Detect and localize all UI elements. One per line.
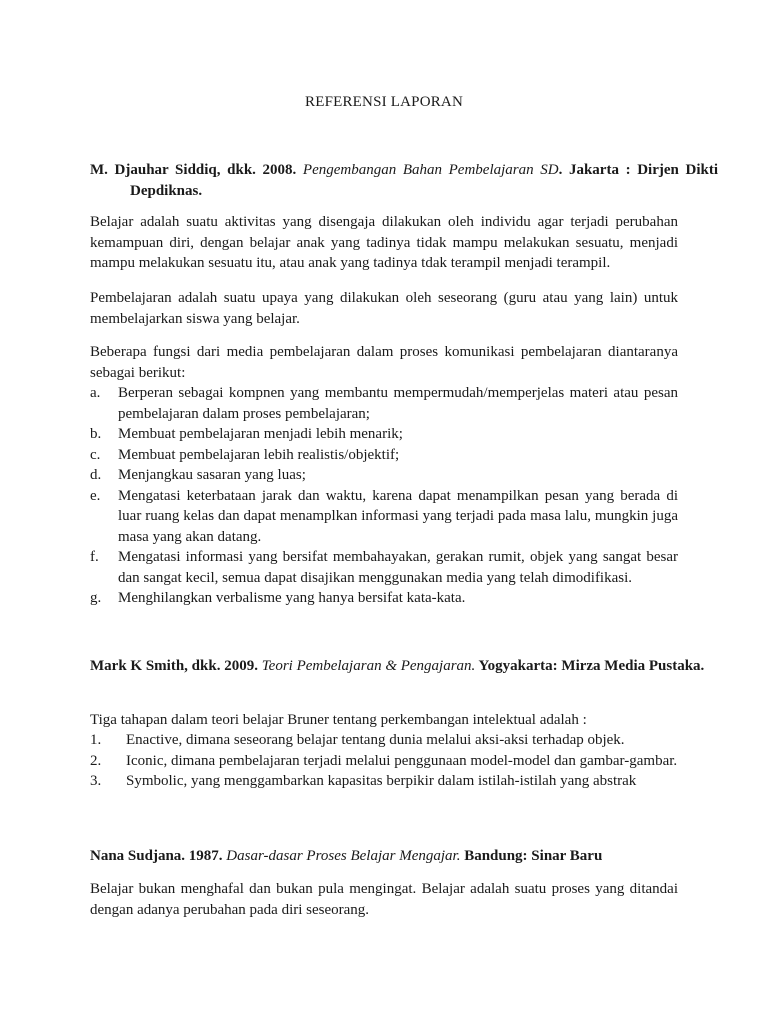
media-functions-list (90, 383, 678, 609)
reference-publisher: Bandung: Sinar Baru (460, 848, 603, 864)
reference-publisher: Yogyakarta: Mirza Media Pustaka. (475, 658, 705, 674)
reference-book-title: Pengembangan Bahan Pembelajaran SD (302, 162, 559, 178)
reference-book-title: Teori Pembelajaran & Pengajaran. (261, 658, 476, 674)
document-title: REFERENSI LAPORAN (305, 94, 463, 110)
list-item: g. Menghilangkan verbalisme yang hanya bersifat kata-kata. (90, 590, 466, 606)
paragraph: Tiga tahapan dalam teori belajar Bruner tentang perkembangan intelektual adalah : (90, 712, 587, 728)
paragraph: Belajar bukan menghafal dan bukan pula mengingat. Belajar adalah suatu proses yang ditandai dengan adanya perubahan pada diri seseorang. (90, 881, 678, 918)
reference-entry-2 (90, 656, 718, 677)
paragraph: Pembelajaran adalah suatu upaya yang dilakukan oleh seseorang (guru atau yang lain) untuk membelajarkan siswa yang belajar. (90, 290, 678, 327)
list-item: e. Mengatasi keterbataan jarak dan waktu, karena dapat menampilkan pesan yang berada di luar ruang kelas dan dapat menamplkan informasi yang terjadi pada masa lalu, mungkin juga masa yang akan datang. (90, 487, 678, 545)
reference-author: Mark K Smith, dkk. 2009. (90, 658, 258, 674)
paragraph: Beberapa fungsi dari media pembelajaran dalam proses komunikasi pembelajaran diantaranya sebagai berikut: (90, 344, 678, 381)
reference-publisher: . Jakarta : Dirjen Dikti Depdiknas. (130, 162, 718, 199)
list-item: 3. Symbolic, yang menggambarkan kapasitas berpikir dalam istilah-istilah yang abstrak (90, 773, 637, 789)
list-item: b. Membuat pembelajaran menjadi lebih menarik; (90, 426, 403, 442)
list-item: c. Membuat pembelajaran lebih realistis/objektif; (90, 446, 400, 463)
list-item: 1. Enactive, dimana seseorang belajar tentang dunia melalui aksi-aksi terhadap objek. (90, 732, 625, 748)
list-item: d. Menjangkau sasaran yang luas; (90, 467, 306, 483)
list-item: a. Berperan sebagai kompnen yang membantu mempermudah/memperjelas materi atau pesan pembelajaran dalam proses pembelajaran; (90, 385, 678, 422)
reference-author: M. Djauhar Siddiq, dkk. 2008. (90, 162, 297, 178)
paragraph: Belajar adalah suatu aktivitas yang disengaja dilakukan oleh individu agar terjadi perubahan kemampuan diri, dengan belajar anak yang tadinya tidak mampu melakukan sesuatu, menjadi mampu melakukan sesuatu itu, atau anak yang tadinya tdak terampil menjadi terampil. (90, 214, 678, 271)
reference-entry-3 (90, 846, 718, 867)
bruner-stages-list (90, 730, 678, 792)
reference-author: Nana Sudjana. 1987. (90, 848, 223, 864)
reference-book-title: Dasar-dasar Proses Belajar Mengajar. (226, 848, 461, 864)
list-item: f. Mengatasi informasi yang bersifat membahayakan, gerakan rumit, objek yang sangat besar dan sangat kecil, semua dapat disajikan menggunakan media yang telah dimodifikasi. (90, 549, 678, 586)
list-item: 2. Iconic, dimana pembelajaran terjadi melalui penggunaan model-model dan gambar-gambar. (90, 752, 678, 769)
reference-entry-1 (90, 160, 718, 201)
